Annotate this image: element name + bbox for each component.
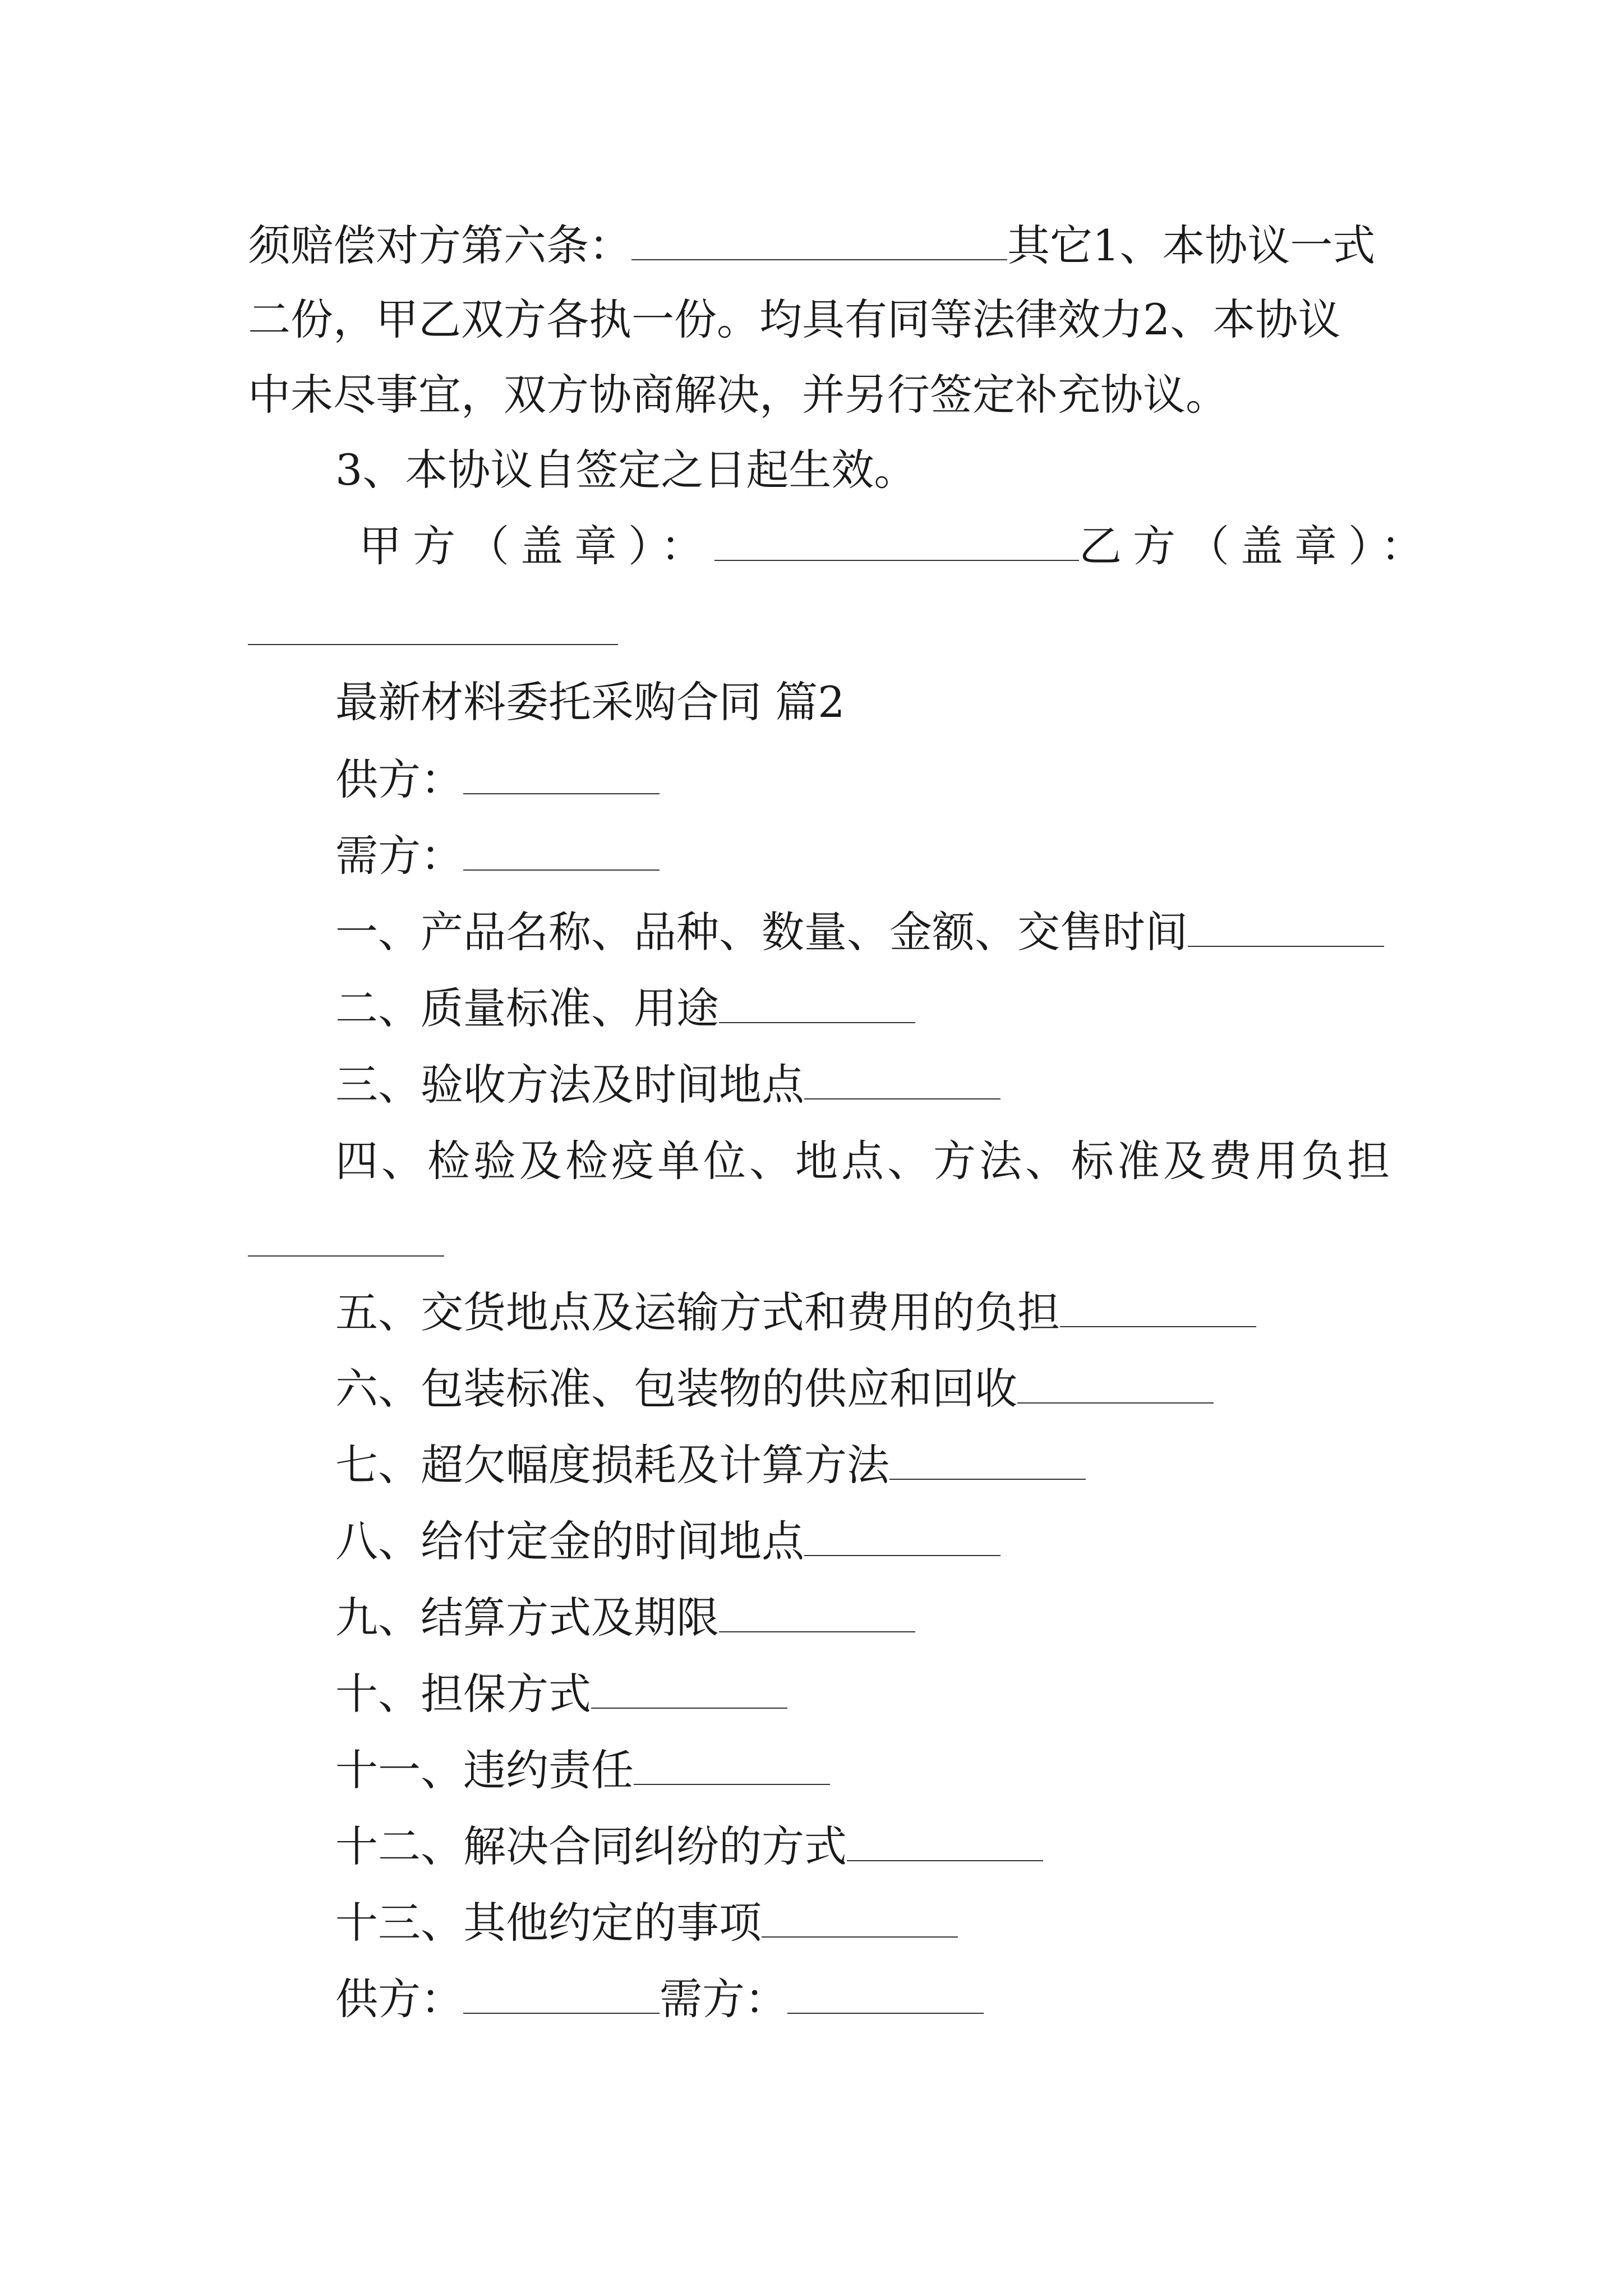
party-a-blank[interactable] [714,526,1079,561]
item-label: 十二、解决合同纠纷的方式 [335,1821,847,1871]
contract-item [335,1440,1086,1490]
item-blank[interactable] [804,1065,1000,1099]
item-blank[interactable] [762,1903,958,1938]
contract-item [335,907,1384,957]
item-blank[interactable] [1017,1369,1214,1404]
supplier-blank[interactable] [463,760,660,794]
item-blank[interactable] [889,1445,1086,1480]
item-label: 三、验收方法及时间地点 [335,1060,804,1110]
item-label: 七、超欠幅度损耗及计算方法 [335,1440,889,1490]
other-clause-text: 其它1、本协议一式 [1007,220,1376,270]
contract-item [335,1898,958,1948]
paragraph-line: 中未尽事宜，双方协商解决，并另行签定补充协议。 [248,370,1228,420]
contract-item [335,1745,830,1795]
item-label: 九、结算方式及期限 [335,1593,719,1642]
buyer-blank[interactable] [463,836,660,871]
item-label: 十三、其他约定的事项 [335,1898,762,1948]
item-blank[interactable] [634,1750,830,1785]
contract-item [335,983,915,1033]
item-label: 十一、违约责任 [335,1745,634,1795]
supplier-label: 供方： [335,754,463,804]
contract-item [335,1287,1256,1337]
contract-item: 四、检验及检疫单位、地点、方法、标准及费用负担 [335,1136,1393,1186]
buyer-line [335,831,660,881]
sign-buyer-label: 需方： [660,1974,787,2024]
sign-supplier-blank[interactable] [463,1979,660,2014]
buyer-label: 需方： [335,831,463,881]
item-label: 八、给付定金的时间地点 [335,1516,804,1566]
item-label: 六、包装标准、包装物的供应和回收 [335,1364,1017,1414]
item-label: 十、担保方式 [335,1669,591,1719]
effective-clause: 3、本协议自签定之日起生效。 [335,445,917,495]
item-blank[interactable] [804,1521,1000,1556]
contract-item [335,1821,1043,1871]
item-label: 一、产品名称、品种、数量、金额、交售时间 [335,907,1188,957]
party-a-label: 甲方（盖章）： [359,521,714,571]
item-label: 二、质量标准、用途 [335,983,719,1033]
clause-six-text: 须赔偿对方第六条： [248,220,631,270]
item-blank[interactable] [591,1674,787,1709]
contract-item [335,1364,1214,1414]
item-blank[interactable] [1188,912,1384,947]
item-blank[interactable] [719,1598,915,1632]
contract-item [335,1593,915,1642]
clause-six-blank[interactable] [631,226,1007,260]
sign-line [335,1974,984,2024]
sign-buyer-blank[interactable] [787,1979,984,2014]
item-blank[interactable] [847,1826,1043,1861]
supplier-line [335,754,660,804]
section-heading: 最新材料委托采购合同 篇2 [335,677,845,727]
contract-item [335,1516,1000,1566]
item-blank[interactable] [248,1255,444,1257]
item-blank[interactable] [719,988,915,1023]
sign-supplier-label: 供方： [335,1974,463,2024]
signature-line [359,521,1435,571]
contract-item [335,1669,787,1719]
item-blank[interactable] [1060,1292,1256,1327]
party-b-label: 乙方（盖章）： [1079,521,1435,571]
clause-six-line [248,220,1376,270]
item-label: 五、交货地点及运输方式和费用的负担 [335,1287,1060,1337]
party-b-blank[interactable] [248,644,618,645]
paragraph-line: 二份，甲乙双方各执一份。均具有同等法律效力2、本协议 [248,295,1341,344]
contract-item [335,1060,1000,1110]
